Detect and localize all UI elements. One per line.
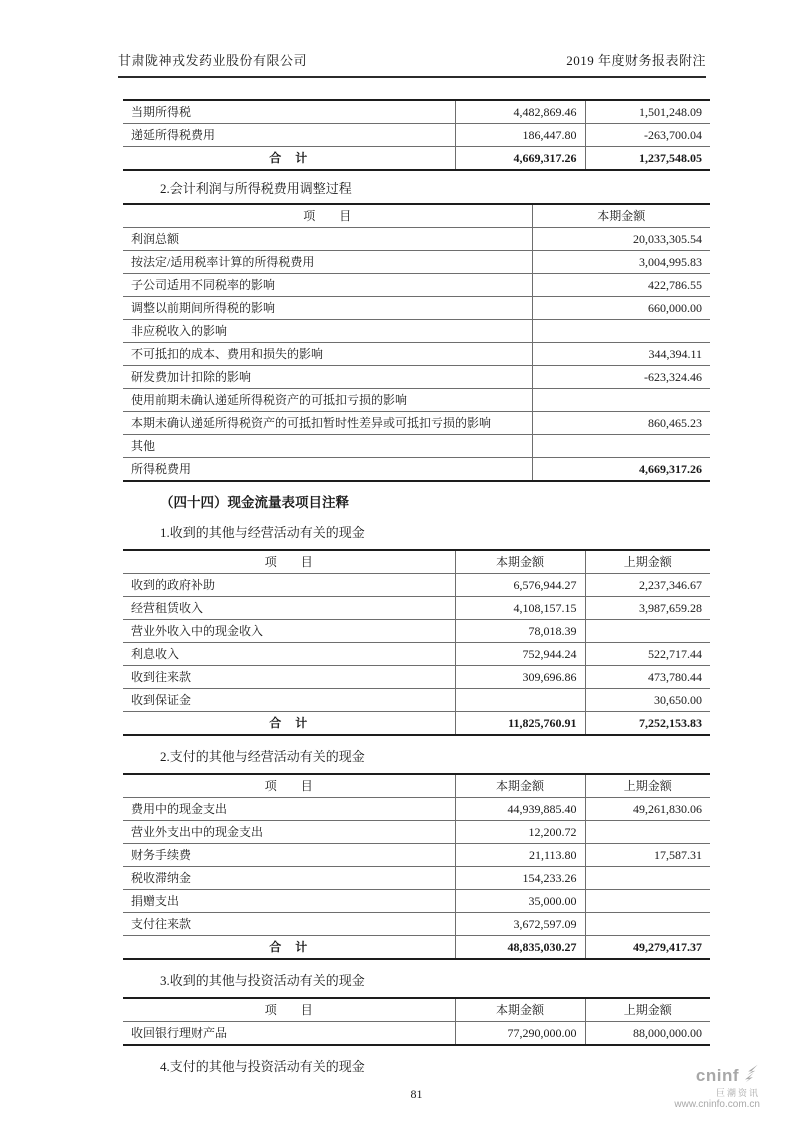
table-row xyxy=(123,100,710,124)
row-value: 48,835,030.27 xyxy=(455,936,585,960)
column-header: 本期金额 xyxy=(455,550,585,574)
row-value xyxy=(585,821,710,844)
row-value: 860,465.23 xyxy=(532,412,710,435)
accounting-profit-tax-adjustment-table xyxy=(123,203,710,482)
row-value: 49,279,417.37 xyxy=(633,940,702,954)
row-value: 4,669,317.26 xyxy=(455,147,585,171)
section-heading-cash-flow-notes: （四十四）现金流量表项目注释 xyxy=(160,495,349,510)
running-header xyxy=(118,50,706,78)
row-value xyxy=(585,913,710,936)
table-row xyxy=(123,147,710,171)
row-label: 其他 xyxy=(123,435,532,458)
table-row xyxy=(123,297,710,320)
row-label: 营业外支出中的现金支出 xyxy=(123,821,455,844)
row-label: 收到保证金 xyxy=(123,689,455,712)
page-number: 81 xyxy=(410,1087,423,1101)
row-value: 3,672,597.09 xyxy=(455,913,585,936)
table-row xyxy=(123,712,710,736)
table-row xyxy=(123,689,710,712)
row-value xyxy=(532,435,710,458)
cninfo-url: www.cninfo.com.cn xyxy=(674,1099,760,1111)
row-value: 4,482,869.46 xyxy=(455,100,585,124)
row-value: -263,700.04 xyxy=(585,124,710,147)
table-row xyxy=(123,867,710,890)
table-row xyxy=(123,458,710,482)
row-label: 营业外收入中的现金收入 xyxy=(123,620,455,643)
row-label: 费用中的现金支出 xyxy=(123,798,455,821)
subsection-heading-other-cash-received-operating: 1.收到的其他与经营活动有关的现金 xyxy=(160,525,365,540)
row-value xyxy=(585,620,710,643)
row-label: 利息收入 xyxy=(123,643,455,666)
table-row xyxy=(123,890,710,913)
table-row xyxy=(123,320,710,343)
table-row xyxy=(123,597,710,620)
row-label: 研发费加计扣除的影响 xyxy=(123,366,532,389)
row-label: 利润总额 xyxy=(123,228,532,251)
row-value: 6,576,944.27 xyxy=(455,574,585,597)
row-value xyxy=(532,389,710,412)
cninfo-brand-text: cninf xyxy=(695,1065,739,1085)
row-value: 473,780.44 xyxy=(585,666,710,689)
table-row xyxy=(123,343,710,366)
table-row xyxy=(123,366,710,389)
row-value: 78,018.39 xyxy=(455,620,585,643)
row-value: 3,004,995.83 xyxy=(532,251,710,274)
row-value: 4,669,317.26 xyxy=(639,462,702,476)
row-value: 49,261,830.06 xyxy=(585,798,710,821)
row-label: 捐赠支出 xyxy=(123,890,455,913)
row-label: 合 计 xyxy=(123,712,455,736)
subsection-heading-other-cash-received-investing: 3.收到的其他与投资活动有关的现金 xyxy=(160,973,365,988)
row-value: 44,939,885.40 xyxy=(455,798,585,821)
row-value: 77,290,000.00 xyxy=(455,1022,585,1046)
row-value xyxy=(585,890,710,913)
row-label: 收回银行理财产品 xyxy=(123,1022,455,1046)
column-header: 项 目 xyxy=(123,204,532,228)
cninfo-swoosh-icon xyxy=(741,1064,760,1088)
row-value: 752,944.24 xyxy=(455,643,585,666)
table-row xyxy=(123,389,710,412)
header-company-name: 甘肃陇神戎发药业股份有限公司 xyxy=(118,53,308,68)
row-value: 21,113.80 xyxy=(455,844,585,867)
table-row xyxy=(123,798,710,821)
table-row xyxy=(123,274,710,297)
table-row xyxy=(123,251,710,274)
row-value: 7,252,153.83 xyxy=(639,716,702,730)
row-value: 1,237,548.05 xyxy=(639,151,702,165)
row-value: 35,000.00 xyxy=(455,890,585,913)
row-label: 税收滞纳金 xyxy=(123,867,455,890)
row-value xyxy=(532,320,710,343)
row-value: 3,987,659.28 xyxy=(585,597,710,620)
row-label: 支付往来款 xyxy=(123,913,455,936)
column-header: 项 目 xyxy=(123,998,455,1022)
row-value: 154,233.26 xyxy=(455,867,585,890)
row-label: 递延所得税费用 xyxy=(123,124,455,147)
page-content xyxy=(123,99,710,1102)
table-row xyxy=(123,574,710,597)
subsection-heading-other-cash-paid-investing: 4.支付的其他与投资活动有关的现金 xyxy=(160,1059,365,1074)
row-label: 收到往来款 xyxy=(123,666,455,689)
table-header-row xyxy=(123,998,710,1022)
row-label: 财务手续费 xyxy=(123,844,455,867)
row-value: 1,501,248.09 xyxy=(585,100,710,124)
cninfo-watermark xyxy=(674,1064,760,1111)
row-value: 11,825,760.91 xyxy=(455,712,585,736)
column-header: 上期金额 xyxy=(585,550,710,574)
row-value: 4,108,157.15 xyxy=(455,597,585,620)
table-row xyxy=(123,936,710,960)
other-cash-received-investing-table xyxy=(123,997,710,1046)
header-doc-title: 2019 年度财务报表附注 xyxy=(566,53,706,68)
table-row xyxy=(123,666,710,689)
table-row xyxy=(123,821,710,844)
row-label: 合 计 xyxy=(123,147,455,171)
row-value: -623,324.46 xyxy=(532,366,710,389)
row-value: 422,786.55 xyxy=(532,274,710,297)
row-label: 当期所得税 xyxy=(123,100,455,124)
table-row xyxy=(123,228,710,251)
column-header: 本期金额 xyxy=(455,998,585,1022)
row-value: 344,394.11 xyxy=(532,343,710,366)
table-row xyxy=(123,124,710,147)
cninfo-chinese-name: 巨潮资讯 xyxy=(715,1087,760,1098)
row-value: 30,650.00 xyxy=(585,689,710,712)
row-value xyxy=(455,689,585,712)
column-header: 项 目 xyxy=(123,550,455,574)
row-value: 2,237,346.67 xyxy=(585,574,710,597)
section-heading-tax-adjustment: 2.会计利润与所得税费用调整过程 xyxy=(160,181,352,196)
table-row xyxy=(123,435,710,458)
row-value: 522,717.44 xyxy=(585,643,710,666)
row-value: 12,200.72 xyxy=(455,821,585,844)
column-header: 上期金额 xyxy=(585,774,710,798)
table-header-row xyxy=(123,774,710,798)
row-label: 按法定/适用税率计算的所得税费用 xyxy=(123,251,532,274)
row-value: 186,447.80 xyxy=(455,124,585,147)
table-header-row xyxy=(123,550,710,574)
row-value: 660,000.00 xyxy=(532,297,710,320)
cninfo-brand-row xyxy=(674,1064,760,1088)
row-value: 20,033,305.54 xyxy=(532,228,710,251)
column-header: 本期金额 xyxy=(455,774,585,798)
column-header: 项 目 xyxy=(123,774,455,798)
row-label: 本期未确认递延所得税资产的可抵扣暂时性差异或可抵扣亏损的影响 xyxy=(123,412,532,435)
row-value: 88,000,000.00 xyxy=(633,1026,702,1040)
row-label: 所得税费用 xyxy=(123,458,532,482)
row-value: 17,587.31 xyxy=(585,844,710,867)
row-label: 非应税收入的影响 xyxy=(123,320,532,343)
other-cash-paid-operating-table xyxy=(123,773,710,960)
row-label: 调整以前期间所得税的影响 xyxy=(123,297,532,320)
row-label: 子公司适用不同税率的影响 xyxy=(123,274,532,297)
column-header: 本期金额 xyxy=(532,204,710,228)
income-tax-expense-table xyxy=(123,99,710,171)
row-label: 收到的政府补助 xyxy=(123,574,455,597)
table-row xyxy=(123,844,710,867)
row-label: 使用前期未确认递延所得税资产的可抵扣亏损的影响 xyxy=(123,389,532,412)
table-row xyxy=(123,412,710,435)
table-row xyxy=(123,913,710,936)
row-label: 不可抵扣的成本、费用和损失的影响 xyxy=(123,343,532,366)
table-row xyxy=(123,643,710,666)
row-value: 309,696.86 xyxy=(455,666,585,689)
subsection-heading-other-cash-paid-operating: 2.支付的其他与经营活动有关的现金 xyxy=(160,749,365,764)
row-value xyxy=(585,867,710,890)
table-row xyxy=(123,620,710,643)
row-label: 合 计 xyxy=(123,936,455,960)
column-header: 上期金额 xyxy=(585,998,710,1022)
table-row xyxy=(123,1022,710,1046)
table-header-row xyxy=(123,204,710,228)
row-label: 经营租赁收入 xyxy=(123,597,455,620)
other-cash-received-operating-table xyxy=(123,549,710,736)
